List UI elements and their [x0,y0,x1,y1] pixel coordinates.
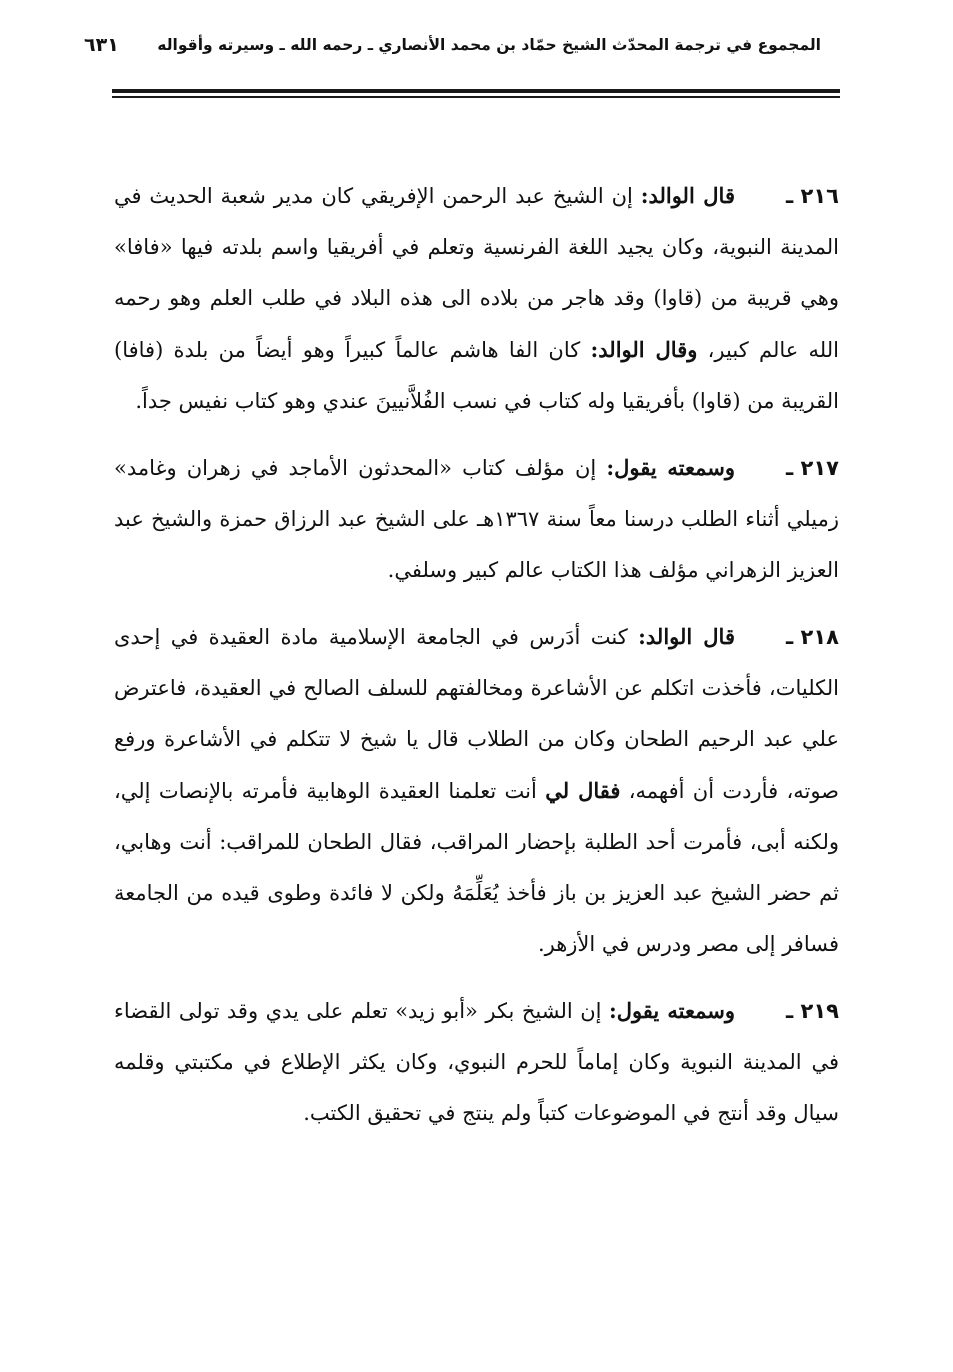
running-title: المجموع في ترجمة المحدّث الشيخ حمّاد بن محمد الأنصاري ـ رحمه الله ـ وسيرته وأقواله [157,36,821,54]
paragraph-text-continued: أنت تعلمنا العقيدة الوهابية فأمرته بالإنصات إلي، ولكنه أبى، فأمرت أحد الطلبة بإحضار المراقب، فقال الطحان للمراقب: أنت وهابي، ثم حضر الشيخ عبد العزيز بن باز فأخذ يُعَلِّمَهُ ولكن لا فائدة وطوى قيده من الجامعة فسافر إلى مصر ودرس في الأزهر. [114,779,839,956]
page-header [84,30,821,70]
paragraph-number: ٢١٩ ـ [786,999,839,1023]
paragraph-217 [114,442,839,596]
page-body [114,170,839,1154]
paragraph-number: ٢١٧ ـ [786,456,839,480]
paragraph-text: كنت أدَرس في الجامعة الإسلامية مادة العقيدة في إحدى الكليات، فأخذت اتكلم عن الأشاعرة ومخالفتهم للسلف الصالح في العقيدة، فاعترض علي عبد الرحيم الطحان وكان من الطلاب قال يا شيخ لا تتكلم في الأشاعرة ورفع صوته، فأردت أن أفهمه، [114,625,840,803]
paragraph-218 [114,611,839,970]
paragraph-lead: قال الوالد: [640,183,735,208]
paragraph-text-continued: كان الفا هاشم عالماً كبيراً وهو أيضاً من بلدة (فافا) القريبة من (قاوا) بأفريقيا وله كتاب في نسب الفُلاَّنيينَ عندي وهو كتاب نفيس جداً. [114,338,839,413]
paragraph-lead: قال الوالد: [638,624,735,649]
paragraph-text: إن الشيخ بكر «أبو زيد» تعلم على يدي وقد تولى القضاء في المدينة النبوية وكان إماماً للحرم النبوي، وكان يكثر الإطلاع في مكتبتي وقلمه سيال وقد أنتج في الموضوعات كتباً ولم ينتج في تحقيق الكتب. [114,999,839,1125]
paragraph-bold-phrase: فقال لي [545,778,621,803]
paragraph-number: ٢١٨ ـ [786,625,839,649]
paragraph-219 [114,985,839,1139]
paragraph-lead: وسمعته يقول: [608,998,735,1023]
header-rule-thick [112,89,840,93]
paragraph-number: ٢١٦ ـ [786,184,839,208]
paragraph-216 [114,170,839,427]
header-rule-thin [112,96,840,98]
paragraph-text: إن مؤلف كتاب «المحدثون الأماجد في زهران وغامد» زميلي أثناء الطلب درسنا معاً سنة ١٣٦٧هـ على الشيخ عبد الرزاق حمزة والشيخ عبد العزيز الزهراني مؤلف هذا الكتاب عالم كبير وسلفي. [114,456,839,582]
page-number: ٦٣١ [84,34,119,56]
paragraph-bold-phrase: وقال الوالد: [590,337,698,362]
paragraph-lead: وسمعته يقول: [606,455,735,480]
paragraph-text: إن الشيخ عبد الرحمن الإفريقي كان مدير شعبة الحديث في المدينة النبوية، وكان يجيد اللغة الفرنسية وتعلم في أفريقيا واسم بلدته فيها «فافا» وهي قريبة من (قاوا) وقد هاجر من بلاده الى هذه البلاد في طلب العلم وهو رحمه الله عالم كبير، [114,184,839,362]
